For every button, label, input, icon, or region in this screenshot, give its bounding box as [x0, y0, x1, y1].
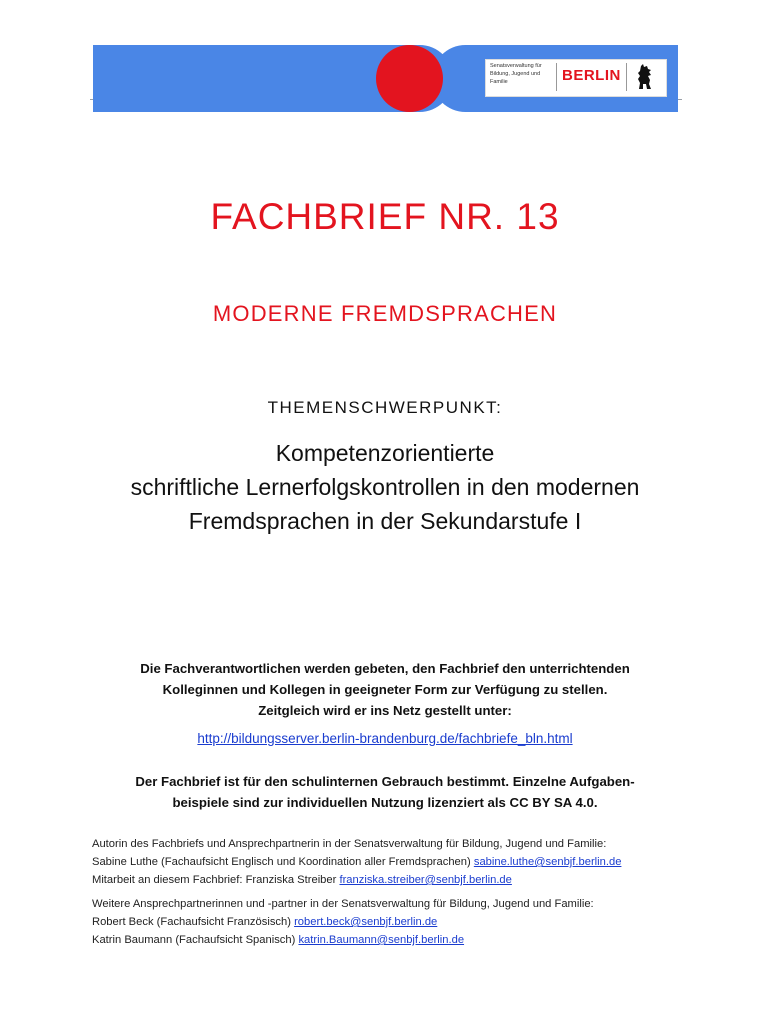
theme-label: THEMENSCHWERPUNKT:: [267, 398, 503, 417]
collaborator-line: [92, 871, 621, 889]
page-subtitle: MODERNE FREMDSPRACHEN: [212, 301, 558, 326]
notice-line: Kolleginnen und Kollegen in geeigneter Form zur Verfügung zu stellen.: [162, 682, 608, 697]
license-notice: [60, 771, 710, 813]
logo-authority-text: Senatsverwaltung für Bildung, Jugend und Familie: [490, 63, 542, 85]
other-contacts-block: [92, 895, 594, 949]
author-intro: Autorin des Fachbriefs und Ansprechpartnerin in der Senatsverwaltung für Bildung, Jugend und Familie:: [92, 838, 607, 850]
contact-name: Robert Beck (Fachaufsicht Französisch): [92, 916, 295, 928]
theme-line: Fremdsprachen in der Sekundarstufe I: [188, 508, 582, 534]
fachbriefe-link[interactable]: http://bildungsserver.berlin-brandenburg.de/fachbriefe_bln.html: [197, 731, 573, 746]
header-banner: [0, 0, 770, 120]
author-email-link[interactable]: sabine.luthe@senbjf.berlin.de: [473, 856, 622, 868]
page-title: FACHBRIEF NR. 13: [210, 196, 560, 237]
theme-heading: [70, 436, 700, 538]
notice-line: Die Fachverantwortlichen werden gebeten, den Fachbrief den unterrichtenden: [140, 661, 630, 676]
theme-line: Kompetenzorientierte: [275, 440, 495, 466]
distribution-notice: [60, 658, 710, 721]
theme-line: schriftliche Lernerfolgskontrollen in den modernen: [130, 474, 640, 500]
contact-line: [92, 913, 594, 931]
notice-line: Zeitgleich wird er ins Netz gestellt unter:: [258, 703, 512, 718]
author-line: [92, 853, 621, 871]
license-line: Der Fachbrief ist für den schulinternen Gebrauch bestimmt. Einzelne Aufgaben-: [135, 774, 635, 789]
author-block: [92, 835, 621, 889]
logo-city-text: BERLIN: [562, 67, 621, 84]
banner-red-circle: [376, 45, 443, 112]
contact-email-link[interactable]: robert.beck@senbjf.berlin.de: [294, 916, 438, 928]
contact-name: Katrin Baumann (Fachaufsicht Spanisch): [92, 934, 299, 946]
logo-divider: [626, 63, 627, 91]
contact-line: [92, 931, 594, 949]
author-name: Sabine Luthe (Fachaufsicht Englisch und Koordination aller Fremdsprachen): [92, 856, 474, 868]
contacts-intro: Weitere Ansprechpartnerinnen und -partner in der Senatsverwaltung für Bildung, Jugend und Familie:: [92, 898, 594, 910]
logo-divider: [556, 63, 557, 91]
berlin-bear-icon: [634, 63, 656, 91]
collaborator-name: Mitarbeit an diesem Fachbrief: Franziska Streiber: [92, 874, 340, 886]
license-line: beispiele sind zur individuellen Nutzung lizenziert als CC BY SA 4.0.: [172, 795, 598, 810]
contact-email-link[interactable]: katrin.Baumann@senbjf.berlin.de: [298, 934, 465, 946]
collaborator-email-link[interactable]: franziska.streiber@senbjf.berlin.de: [339, 874, 512, 886]
